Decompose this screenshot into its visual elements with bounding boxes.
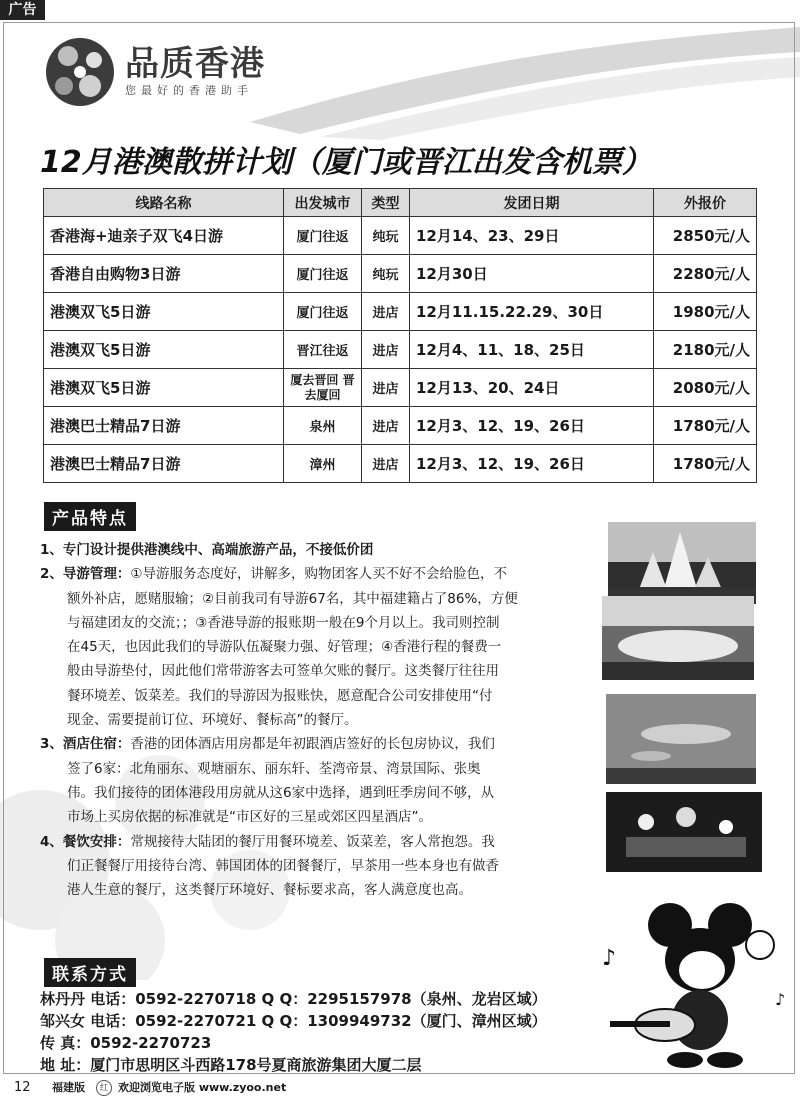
feature-item-2-line: 餐环境差、饭菜差。我们的导游因为报账快，愿意配合公司安排使用“付: [67, 687, 493, 704]
route-cell: 港澳双飞5日游: [44, 369, 284, 407]
page-number: 12: [14, 1080, 31, 1095]
route-cell: 香港海+迪亲子双飞4日游: [44, 217, 284, 255]
feature-item-2-line: 额外补店，愿赌服输；②目前我司有导游67名，其中福建籍占了86%，方便: [67, 590, 518, 607]
page-footer: [0, 1076, 800, 1100]
price-cell: 2850元/人: [654, 217, 757, 255]
feature-item-2-label: 2、导游管理：: [40, 566, 131, 583]
feature-item-4: [40, 830, 585, 854]
contact-row: 地 址：厦门市思明区斗西路178号夏商旅游集团大厦二层: [40, 1056, 422, 1074]
feature-item-2-line: 在45天，也因此我们的导游队伍凝聚力强、好管理；④香港行程的餐费一: [67, 639, 502, 656]
type-cell: 纯玩: [362, 255, 410, 293]
feature-item-3-line: 签了6家：北角丽东、观塘丽东、丽东轩、荃湾帝景、湾景国际、张奥: [67, 760, 481, 777]
col-header-route: 线路名称: [44, 189, 284, 217]
features-list: [40, 538, 585, 902]
contact-title: 联系方式: [44, 958, 136, 987]
col-header-city: 出发城市: [284, 189, 362, 217]
dates-cell: 12月13、20、24日: [410, 369, 654, 407]
svg-text:♪: ♪: [602, 946, 617, 971]
route-cell: 香港自由购物3日游: [44, 255, 284, 293]
aquarium-photo: [606, 694, 756, 784]
price-cell: 2180元/人: [654, 331, 757, 369]
brand-logo-icon: [40, 34, 120, 110]
dates-cell: 12月30日: [410, 255, 654, 293]
feature-item-4-line: 港人生意的餐厅，这类餐厅环境好、餐标要求高，客人满意度也高。: [67, 882, 472, 899]
feature-item-1: 1、专门设计提供港澳线中、高端旅游产品，不接低价团: [40, 542, 374, 558]
website-link[interactable]: 欢迎浏览电子版 www.zyoo.net: [118, 1081, 287, 1094]
brand-name: 品质香港: [125, 44, 265, 84]
price-cell: 1780元/人: [654, 407, 757, 445]
type-cell: 进店: [362, 331, 410, 369]
brand: [125, 44, 265, 98]
type-cell: 纯玩: [362, 217, 410, 255]
table-row: [44, 217, 757, 255]
route-cell: 港澳巴士精品7日游: [44, 445, 284, 483]
city-cell: 泉州: [284, 407, 362, 445]
type-cell: 进店: [362, 445, 410, 483]
feature-item-3-label: 3、酒店住宿：: [40, 736, 131, 753]
seal-icon: 红: [96, 1080, 112, 1096]
feature-item-3-line: 市场上买房依据的标准就是“市区好的三星或郊区四星酒店”。: [67, 809, 432, 826]
table-header-row: [44, 189, 757, 217]
castle-photo: [608, 522, 756, 604]
table-row: [44, 255, 757, 293]
table-row: [44, 407, 757, 445]
ocean-park-photo: [602, 596, 754, 680]
feature-item-3-line: 香港的团体酒店用房都是年初跟酒店签好的长包房协议，我们: [130, 736, 495, 753]
ad-tag: 广告: [0, 0, 45, 20]
svg-text:♪: ♪: [775, 990, 786, 1009]
table-row: [44, 293, 757, 331]
city-cell: 厦去晋回 晋去厦回: [284, 369, 362, 407]
city-cell: 厦门往返: [284, 255, 362, 293]
table-row: [44, 445, 757, 483]
city-cell: 漳州: [284, 445, 362, 483]
city-cell: 厦门往返: [284, 217, 362, 255]
table-row: [44, 331, 757, 369]
city-cell: 晋江往返: [284, 331, 362, 369]
dates-cell: 12月11.15.22.29、30日: [410, 293, 654, 331]
price-cell: 1780元/人: [654, 445, 757, 483]
feature-item-3-line: 伟。我们接待的团体港段用房就从这6家中选择，遇到旺季房间不够，从: [67, 784, 495, 801]
type-cell: 进店: [362, 293, 410, 331]
price-cell: 2280元/人: [654, 255, 757, 293]
feature-item-2: [40, 562, 585, 586]
city-cell: 厦门往返: [284, 293, 362, 331]
dates-cell: 12月3、12、19、26日: [410, 445, 654, 483]
table-row: [44, 369, 757, 407]
feature-item-3: [40, 732, 585, 756]
feature-item-2-line: 般由导游垫付，因此他们常带游客去可签单欠账的餐厅。这类餐厅往往用: [67, 663, 499, 680]
contact-row: 林丹丹 电话：0592-2270718 Q Q：2295157978（泉州、龙岩区域）: [40, 990, 547, 1008]
price-cell: 1980元/人: [654, 293, 757, 331]
route-cell: 港澳巴士精品7日游: [44, 407, 284, 445]
features-title: 产品特点: [44, 502, 136, 531]
contact-row: 邹兴女 电话：0592-2270721 Q Q：1309949732（厦门、漳州区域）: [40, 1012, 547, 1030]
tour-table: [43, 188, 757, 483]
col-header-dates: 发团日期: [410, 189, 654, 217]
feature-item-4-label: 4、餐饮安排：: [40, 833, 131, 850]
feature-item-2-line: 现金、需要提前订位、环境好、餐标高”的餐厅。: [67, 712, 358, 729]
dates-cell: 12月4、11、18、25日: [410, 331, 654, 369]
price-cell: 2080元/人: [654, 369, 757, 407]
dates-cell: 12月14、23、29日: [410, 217, 654, 255]
type-cell: 进店: [362, 369, 410, 407]
dates-cell: 12月3、12、19、26日: [410, 407, 654, 445]
mickey-guitar-illustration: [590, 895, 790, 1075]
edition-label: 福建版: [52, 1081, 85, 1094]
contact-row: 传 真：0592-2270723: [40, 1034, 212, 1052]
headline: 12月港澳散拼计划（厦门或晋江出发含机票）: [40, 145, 652, 180]
brand-slogan: 您最好的香港助手: [125, 84, 253, 97]
feature-item-2-line: 与福建团友的交流；；③香港导游的报账期一般在9个月以上。我司则控制: [67, 614, 500, 631]
contact-info: [40, 988, 610, 1076]
col-header-type: 类型: [362, 189, 410, 217]
route-cell: 港澳双飞5日游: [44, 293, 284, 331]
route-cell: 港澳双飞5日游: [44, 331, 284, 369]
feature-item-4-line: 们正餐餐厅用接待台湾、韩国团体的团餐餐厅，早茶用一些本身也有做香: [67, 857, 499, 874]
type-cell: 进店: [362, 407, 410, 445]
col-header-price: 外报价: [654, 189, 757, 217]
feature-item-4-line: 常规接待大陆团的餐厅用餐环境差、饭菜差，客人常抱怨。我: [130, 833, 495, 850]
feature-item-2-line: ①导游服务态度好，讲解多，购物团客人买不好不会给脸色，不: [130, 566, 508, 583]
night-parade-photo: [606, 792, 762, 872]
